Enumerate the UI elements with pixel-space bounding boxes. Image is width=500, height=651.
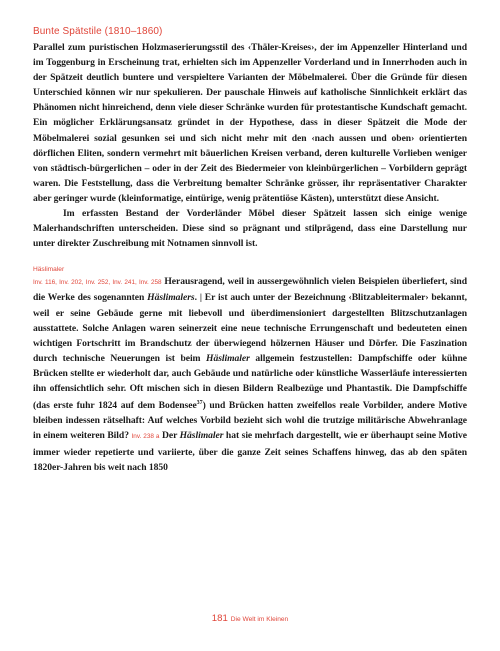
haeslimaler-section: [33, 265, 467, 474]
page-content: [33, 26, 467, 475]
paragraph-2: Im erfassten Bestand der Vorderländer Möbel dieser Spätzeit lassen sich einige wenige Malerhandschriften unterscheiden. Diese sind so prägnant und stilprägend, dass eine Darstellung nur unter direkter Zuschreibung mit Notnamen sinnvoll ist.: [33, 208, 467, 250]
inventory-references: Inv. 116, Inv. 202, Inv. 252, Inv. 241, Inv. 258: [33, 279, 162, 287]
painter-name: Häslimaler: [206, 352, 250, 364]
footnote-marker: 37: [196, 400, 203, 407]
paragraph-1: Parallel zum puristischen Holzmaserierungsstil des ‹Thäler-Kreises›, der im Appenzeller Hinterland und im Toggenburg in Erscheinung trat, erhielten sich im Appenzeller Vorderland und in Innerrhoden auch in der Spätzeit deutlich buntere und verspieltere Varianten der Möbelmalerei. Über die Gründe für diesen Unterschied können wir nur spekulieren. Der pauschale Hinweis auf katholische Sinnlichkeit erklärt das Phänomen nicht hinreichend, denn viele dieser Schränke wurden für protestantische Kundschaft gemacht. Ein möglicher Erklärungsansatz gründet in der Hypothese, dass in dieser Spätzeit die Mode der Möbelmalerei sozial gesunken sei und sich nicht mehr mit den ‹nach aussen und oben› orientierten dörflichen Eliten, sondern vermehrt mit bäuerlichen Kreisen verband, deren kulturelle Vorlieben weniger von städtisch-bürgerlichen – oder in der Zeit des Biedermeier von kleinbürgerlichen – Vorbildern geprägt waren. Die Feststellung, dass die Verbreitung bemalter Schränke grösser, ihr repräsentativer Charakter aber geringer wurde (kleinformatige, eintürige, wenig prätentiöse Kästen), unterstützt diese Ansicht.: [33, 42, 467, 204]
paragraph-3-text-f: hat sie mehrfach dargestellt, wie er überhaupt seine Motive immer wieder repetierte und variierte, über die ganze Zeit seines Schaffens hinweg, das ab den späten 1820er-Jahren bis weit nach 1850: [33, 430, 467, 473]
paragraph-3-text-a: Herausragend, weil in aussergewöhnlich vielen Beispielen überliefert, sind die Werke des sogenannten: [33, 276, 467, 304]
paragraph-3-text-e: Der: [159, 430, 180, 442]
section-heading: Bunte Spätstile (1810–1860): [33, 26, 163, 37]
section-label: Häslimaler: [33, 266, 65, 274]
inventory-reference: Inv. 238 a: [131, 433, 160, 441]
paragraph-3-text-b: . | Er ist auch unter der Bezeichnung ‹Blitzableitermaler› bekannt, weil er seine Gebäude gerne mit liebevoll und überdimensioniert dargestellten Blitzschutzanlagen ausstattete. Solche Anlagen waren seinerzeit eine neue technische Errungenschaft und bedeuteten einen wichtigen Fortschritt im Brandschutz der überwiegend hölzernen Häuser und Dörfer. Die Faszination durch technische Neuerungen ist beim: [33, 292, 467, 364]
painter-name: Häslimalers: [147, 292, 195, 304]
page-footer: [0, 608, 500, 626]
running-title: Die Welt im Kleinen: [230, 616, 289, 623]
page-number: 181: [211, 613, 228, 624]
painter-name: Häslimaler: [179, 430, 224, 442]
paragraph-3-text-c: allgemein festzustellen: Dampfschiffe oder kühne Brücken stellte er wiederholt dar, auch Gebäude und natürliche oder künstliche Wasserläufe interessierten ihn offensichtlich sehr. Oft mischen sich in diesen Bildern Realbezüge und Phantastik. Die Dampfschiffe (das erste fuhr 1824 auf dem Bodensee: [33, 352, 467, 412]
paragraph-3-text-d: ) und Brücken hatten zweifellos reale Vorbilder, andere Motive bleiben indessen rätselhaft: Auf welches Vorbild bezieht sich wohl die trutzige militärische Abwehranlage in einem weiteren Bild?: [33, 400, 467, 442]
paragraph-3: [33, 274, 467, 474]
